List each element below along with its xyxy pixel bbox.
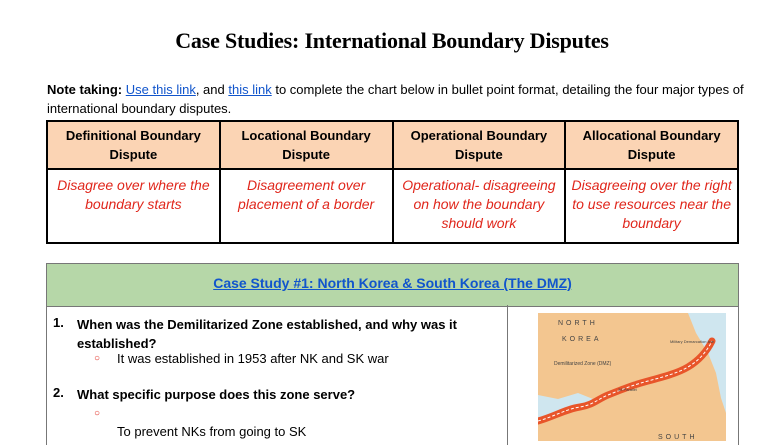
answer-2[interactable]: To prevent NKs from going to SK [117,424,307,439]
map-label-mdl: Military Demarcation line [670,339,714,344]
note-text-2: to complete the chart below in bullet point format, detailing the four major types of international boundary disputes. [47,82,744,116]
use-this-link[interactable]: Use this link [125,82,196,97]
question-2-number: 2. [53,385,64,400]
bullet-icon: ○ [94,408,101,419]
question-2: What specific purpose does this zone serve? [77,387,356,402]
note-text-1: , and [195,82,229,97]
question-1: When was the Demilitarized Zone established, and why was it established? [77,317,457,351]
korea-dmz-map [538,313,726,441]
map-label-dmz: Demilitarized Zone (DMZ) [554,361,612,367]
cell-allocational[interactable]: Disagreeing over the right to use resources near the boundary [565,169,738,243]
note-label: Note taking: [47,82,123,97]
map-label-north: NORTH [558,320,598,327]
map-label-south: SOUTH [658,434,698,441]
page-title: Case Studies: International Boundary Disputes [175,28,609,53]
map-label-38: 38 Parallel [618,387,637,392]
header-allocational: Allocational Boundary Dispute [565,121,738,169]
case-study-header [46,263,739,307]
cell-definitional[interactable]: Disagree over where the boundary starts [47,169,220,243]
map-label-korea: KOREA [562,336,602,343]
bullet-icon: ○ [94,353,101,364]
header-definitional: Definitional Boundary Dispute [47,121,220,169]
disputes-table [46,120,739,244]
answer-1[interactable]: It was established in 1953 after NK and SK war [117,351,389,366]
note-paragraph [47,80,747,118]
column-divider [507,305,508,445]
header-operational: Operational Boundary Dispute [393,121,566,169]
header-locational: Locational Boundary Dispute [220,121,393,169]
this-link[interactable]: this link [228,82,272,97]
question-1-number: 1. [53,315,64,330]
cell-locational[interactable]: Disagreement over placement of a border [220,169,393,243]
case-study-title-link[interactable]: Case Study #1: North Korea & South Korea (The DMZ) [213,275,572,291]
cell-operational[interactable]: Operational- disagreeing on how the boundary should work [393,169,566,243]
